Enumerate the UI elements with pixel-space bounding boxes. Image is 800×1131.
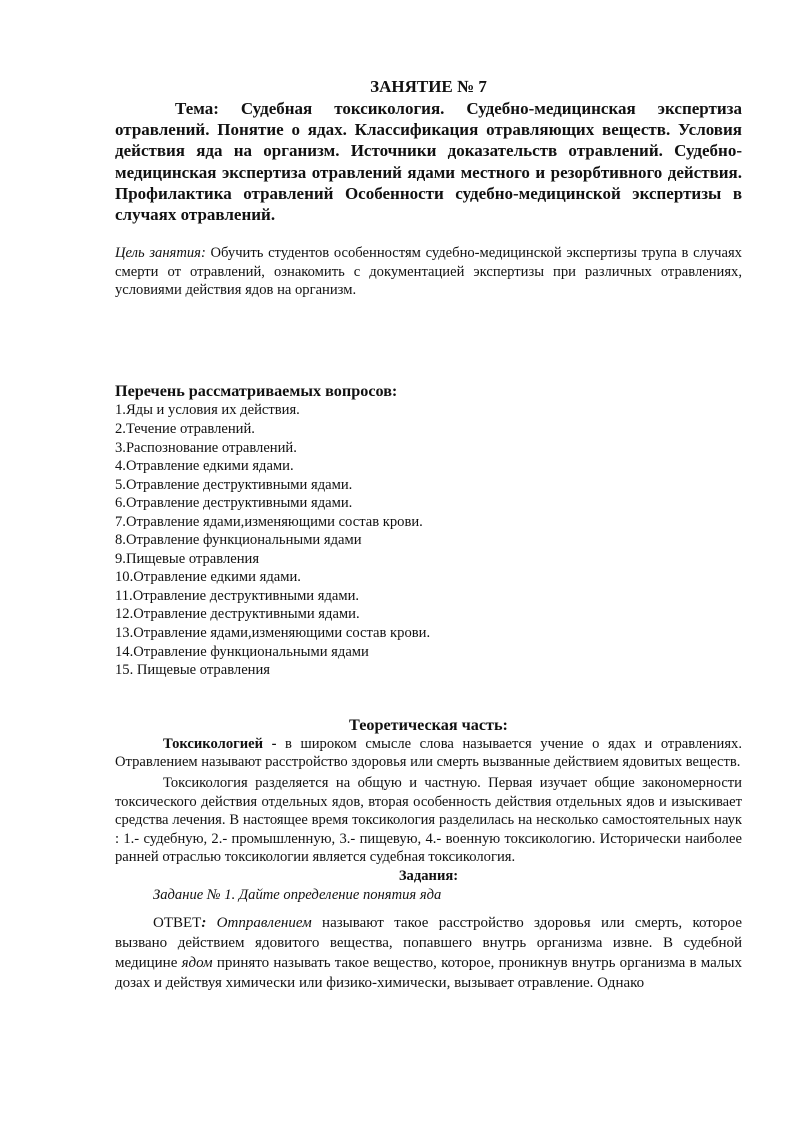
goal-paragraph <box>115 244 742 299</box>
list-item: 8.Отравление функциональными ядами <box>115 532 362 549</box>
list-item: 11.Отравление деструктивными ядами. <box>115 587 360 604</box>
theory-heading: Теоретическая часть: <box>349 715 508 734</box>
tasks-heading: Задания: <box>398 868 459 885</box>
goal-label: Цель занятия: <box>115 245 206 262</box>
answer-colon: : <box>201 914 207 931</box>
answer-term-poisoning: Отправлением <box>216 914 312 931</box>
list-item: 7.Отравление ядами,изменяющими состав крови. <box>115 513 423 530</box>
list-item: 12.Отравление деструктивными ядами. <box>115 606 360 623</box>
task-1: Задание № 1. Дайте определение понятия яда <box>153 886 442 903</box>
document-page <box>115 76 742 1008</box>
questions-list <box>115 401 742 679</box>
questions-heading: Перечень рассматриваемых вопросов: <box>115 382 398 401</box>
goal-text: Обучить студентов особенностям судебно-медицинской экспертизы трупа в случаях смерти от отравлений, ознакомить с документацией экспертизы при различных отравлениях, условиями действия ядов на организм. <box>115 245 742 299</box>
list-item: 10.Отравление едкими ядами. <box>115 569 301 586</box>
list-item: 9.Пищевые отравления <box>115 550 260 567</box>
theory-paragraph-2: Токсикология разделяется на общую и частную. Первая изучает общие закономерности токсического действия отдельных ядов, вторая особенность действия отдельных ядов и изыскивает средства лечения. В настоящее время токсикология разделилась на несколько самостоятельных наук : 1.- судебную, 2.- промышленную, 3.- пищевую, 4.- военную токсикологию. Исторически наиболее ранней отраслью токсикологии является судебная токсикология. <box>115 775 742 866</box>
list-item: 3.Распознование отравлений. <box>115 439 297 456</box>
list-item: 14.Отравление функциональными ядами <box>115 643 369 660</box>
theory-paragraph-1-text: в широком смысле слова называется учение о ядах и отравлениях. Отравлением называют расстройство здоровья или смерть вызванные действием ядовитых веществ. <box>115 735 742 771</box>
answer-label: ОТВЕТ <box>153 914 202 931</box>
answer-paragraph <box>115 913 742 993</box>
list-item: 2.Течение отравлений. <box>115 420 255 437</box>
list-item: 13.Отравление ядами,изменяющими состав крови. <box>115 625 431 641</box>
list-item: 6.Отравление деструктивными ядами. <box>115 495 353 512</box>
answer-text-2: принято называть такое вещество, которое, проникнув внутрь организма в малых дозах и действуя химически или физико-химически, вызывает отравление. Однако <box>115 954 742 991</box>
answer-term-poison: ядом <box>181 954 213 971</box>
topic-heading: Тема: Судебная токсикология. Судебно-медицинская экспертиза отравлений. Понятие о ядах. Классификация отравляющих веществ. Условия действия яда на организм. Источники доказательств отравлений. Судебно-медицинская экспертиза отравлений ядами местного и резорбтивного действия. Профилактика отравлений Особенности судебно-медицинской экспертизы в случаях отравлений. <box>115 99 742 225</box>
theory-paragraph-1 <box>115 735 742 772</box>
answer-text-1: называют такое расстройство здоровья или смерть, которое вызвано действием ядовитого вещества, попавшего внутрь организма извне. В судебной медицине <box>115 914 743 971</box>
lesson-title: ЗАНЯТИЕ № 7 <box>370 77 487 96</box>
list-item: 1.Яды и условия их действия. <box>115 402 300 419</box>
list-item: 15. Пищевые отравления <box>115 662 271 679</box>
list-item: 5.Отравление деструктивными ядами. <box>115 476 353 493</box>
toxicology-term: Токсикологией - <box>163 735 277 752</box>
list-item: 4.Отравление едкими ядами. <box>115 458 294 475</box>
